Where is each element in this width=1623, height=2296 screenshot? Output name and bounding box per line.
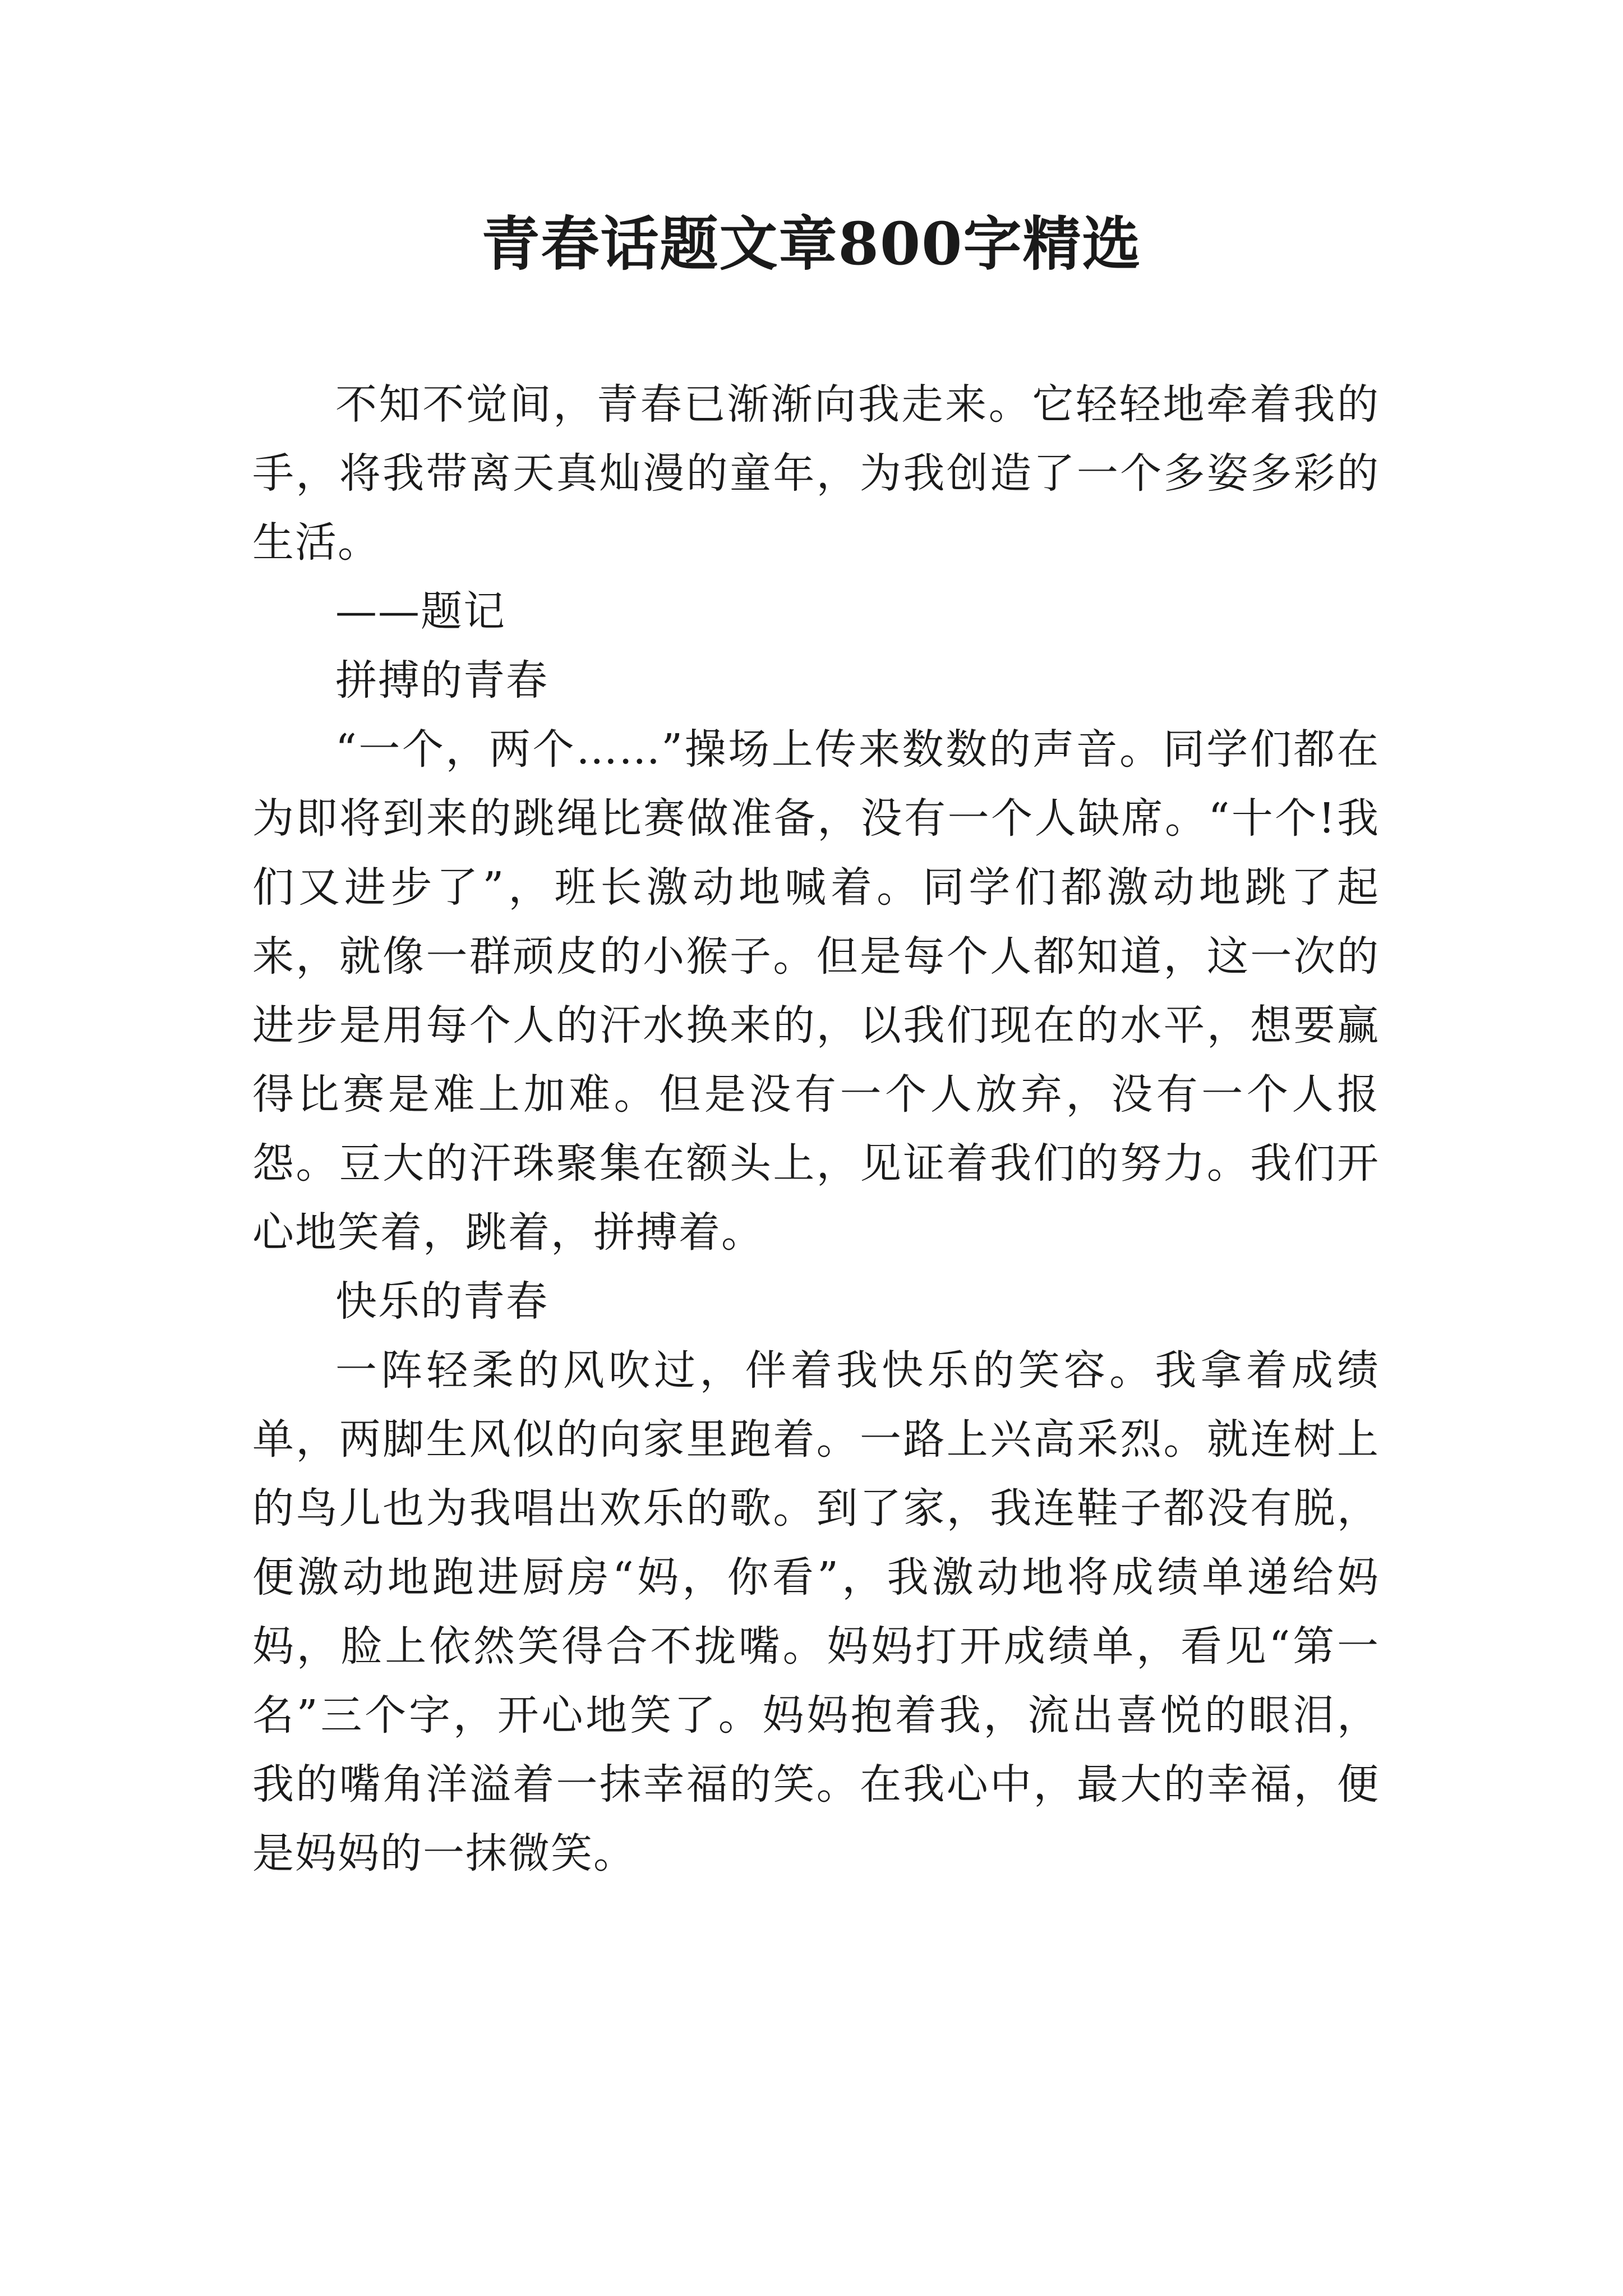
section-paragraph-striving: “一个，两个……”操场上传来数数的声音。同学们都在为即将到来的跳绳比赛做准备，没有一个人缺席。“十个!我们又进步了”，班长激动地喊着。同学们都激动地跳了起来，就像一群顽皮的小猴子。但是每个人都知道，这一次的进步是用每个人的汗水换来的，以我们现在的水平，想要赢得比赛是难上加难。但是没有一个人放弃，没有一个人报怨。豆大的汗珠聚集在额头上，见证着我们的努力。我们开心地笑着，跳着，拼搏着。 bbox=[252, 725, 1380, 1257]
intro-paragraph: 不知不觉间，青春已渐渐向我走来。它轻轻地牵着我的手，将我带离天真灿漫的童年，为我创造了一个多姿多彩的生活。 bbox=[252, 380, 1380, 567]
section-heading-happy: 快乐的青春 bbox=[335, 1277, 548, 1326]
article-body bbox=[252, 370, 1380, 1888]
section-heading-striving: 拼搏的青春 bbox=[335, 656, 548, 705]
section-paragraph-happy: 一阵轻柔的风吹过，伴着我快乐的笑容。我拿着成绩单，两脚生风似的向家里跑着。一路上兴高采烈。就连树上的鸟儿也为我唱出欢乐的歌。到了家，我连鞋子都没有脱，便激动地跑进厨房“妈，你看”，我激动地将成绩单递给妈妈，脸上依然笑得合不拢嘴。妈妈打开成绩单，看见“第一名”三个字，开心地笑了。妈妈抱着我，流出喜悦的眼泪，我的嘴角洋溢着一抹幸福的笑。在我心中，最大的幸福，便是妈妈的一抹微笑。 bbox=[252, 1346, 1380, 1878]
page-title: 青春话题文章800字精选 bbox=[481, 209, 1142, 278]
inscription: ——题记 bbox=[335, 587, 506, 636]
